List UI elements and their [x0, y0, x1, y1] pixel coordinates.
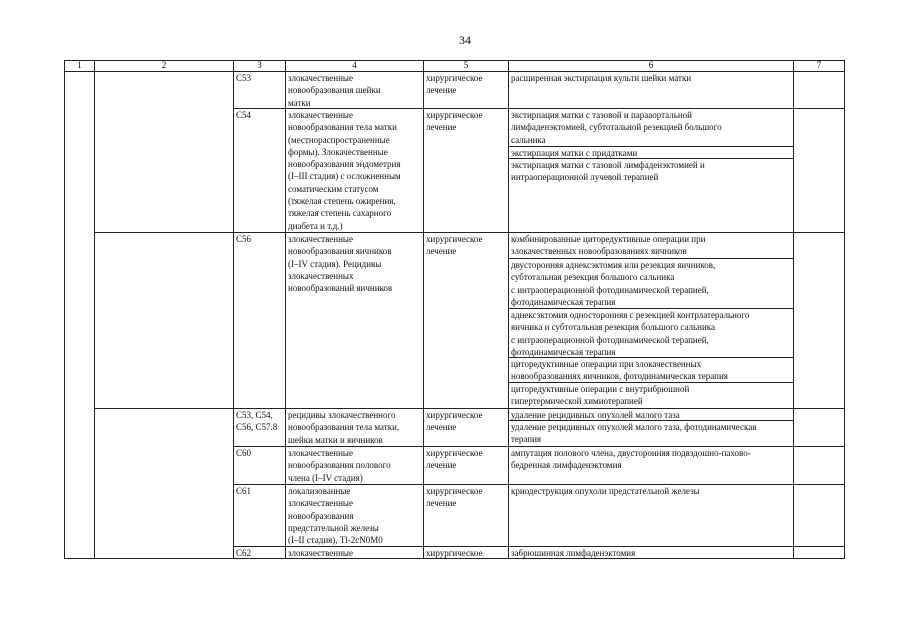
diagnosis-cell: злокачественные новообразования шейки матки [288, 73, 381, 108]
diagnosis-cell: злокачественные новообразования яичников (I–IV стадия). Рецидивы злокачественных новообразований яичников [288, 234, 393, 294]
column-header: 4 [352, 60, 357, 70]
treatment-cell: хирургическое лечение [426, 410, 483, 433]
method-cell: криодеструкция опухоли предстательной железы [511, 486, 700, 496]
diagnosis-cell: злокачественные новообразования полового члена (I–IV стадия) [288, 448, 391, 483]
method-cell: комбинированные циторедуктивные операции при злокачественных новообразованиях яичников [511, 234, 706, 257]
code-cell: C60 [236, 448, 252, 458]
method-cell: экстирпация матки с тазовой и парааортальной лимфаденэктомией, субтотальной резекцией большого сальника [511, 110, 722, 145]
method-cell: циторедуктивные операции при злокачественных новообразованиях яичников, фотодинамическая терапия [511, 359, 728, 382]
treatment-cell: хирургическое лечение [426, 73, 483, 96]
treatment-cell: хирургическое лечение [426, 110, 483, 133]
method-cell: ампутация полового члена, двусторонняя подвздошно-пахово- бедренная лимфаденэктомия [511, 448, 751, 471]
column-header: 6 [648, 60, 654, 70]
column-header: 5 [463, 60, 469, 70]
code-cell: C54 [236, 110, 252, 120]
code-cell: C56 [236, 234, 252, 244]
column-divider [94, 60, 95, 559]
treatment-cell: хирургическое лечение [426, 234, 483, 257]
code-cell: C62 [236, 548, 252, 558]
treatment-cell: хирургическое [426, 548, 483, 558]
method-cell: экстирпация матки с тазовой лимфаденэктомией и интраоперационной лучевой терапией [511, 160, 705, 183]
treatment-cell: хирургическое лечение [426, 448, 483, 471]
method-cell: двусторонняя аднексэктомия или резекция яичников, субтотальная резекция большого сальника с интраоперационной фотодинамической терапией, фотодинамическая терапия [511, 260, 716, 307]
table-border-left [64, 60, 65, 559]
column-header: 7 [816, 60, 822, 70]
method-cell: расширенная экстирпация культи шейки матки [511, 73, 692, 83]
method-cell: удаление рецидивных опухолей малого таза [511, 410, 680, 420]
method-cell: экстирпация матки с придатками [511, 148, 638, 158]
diagnosis-cell: рецидивы злокачественного новообразования тела матки, шейки матки и яичников [288, 410, 400, 445]
diagnosis-cell: злокачественные новообразования тела матки (местнораспространенные формы). Злокачественные новообразования эндометрия (I–III стадия) с осложненным соматическим статусом (тяжелая степень ожирения, тяжелая степень сахарного диабета и т.д.) [288, 110, 401, 231]
treatment-cell: хирургическое лечение [426, 486, 483, 509]
treatment-table [64, 60, 845, 559]
diagnosis-cell: локализованные злокачественные новообразования предстательной железы (I–II стадия), Tl-2cN0M0 [288, 486, 383, 546]
method-cell: аднексэктомия односторонняя с резекцией контрлатерального яичника и субтотальная резекция большого сальника с интраоперационной фотодинамической терапией, фотодинамическая терапия [511, 310, 750, 357]
code-cell: C61 [236, 486, 252, 496]
page-number: 34 [459, 33, 471, 47]
code-cell: C53 [236, 73, 252, 83]
diagnosis-cell: злокачественные [288, 548, 353, 558]
method-cell: удаление рецидивных опухолей малого таза, фотодинамическая терапия [511, 422, 757, 445]
method-cell: забрюшинная лимфаденэктомия [511, 548, 636, 558]
column-header: 1 [77, 60, 82, 70]
column-header: 2 [161, 60, 167, 70]
code-cell: C53, C54, C56, C57.8 [236, 410, 278, 433]
method-cell: циторедуктивные операции с внутрибрюшной гипертермической химиотерапией [511, 384, 690, 407]
column-header: 3 [257, 60, 262, 70]
